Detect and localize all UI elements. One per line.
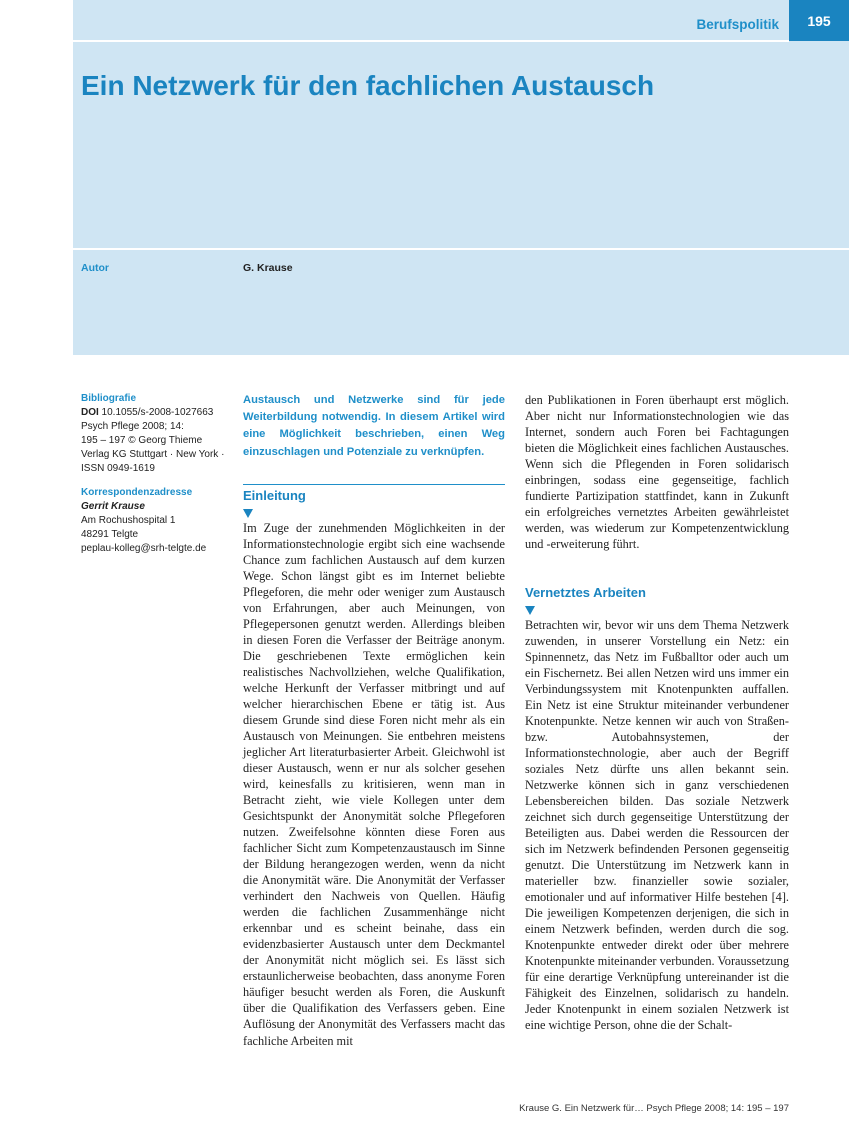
vernetztes-arbeiten-text: Betrachten wir, bevor wir uns dem Thema Netzwerk zuwenden, in unserer Vorstellung ein Netz: ein Spinnennetz, das Netz im Fußballtor oder auch um ein Fischernetz. Bei allen Netzen wird uns immer ein Verbindungssystem mit Knotenpunkten auffallen. Ein Netz ist eine Struktur miteinander verbundener Knotenpunkte. Netze kennen wir auch von Straßen- bzw. Autobahnsystemen, der Informationstechnologie, aber auch der Begriff soziales Netz dürfte uns allen bekannt sein. Netzwerke können sich in ganz verschiedenen Lebensbereichen bilden. Das soziale Netzwerk zeichnet sich durch gegenseitige Unterstützung der Beteiligten aus. Dabei werden die Ressourcen der sich im Netzwerk befindenden Personen gegenseitig genutzt. Die Unterstützung im Netzwerk kann in materieller bzw. finanzieller sowie sozialer, emotionaler und auf informativer Hilfe bestehen [4]. Die jeweiligen Kompetenzen derjenigen, die sich in einem Netzwerk befinden, werden durch die sog. Knotenpunkte entweder direkt oder über mehrere Knotenpunkte miteinander verbunden. Voraussetzung für eine derartige Verknüpfung untereinander ist die Fähigkeit des Einzelnen, solidarisch zu handeln. Jeder Knotenpunkt in einem sozialen Netzwerk ist eine wichtige Person, ohne die der Schalt- (525, 618, 789, 1033)
doi-line (81, 406, 231, 420)
doi-label: DOI (81, 407, 99, 418)
doi-value: 10.1055/s-2008-1027663 (98, 407, 214, 418)
abstract: Austausch und Netzwerke sind für jede Weiterbildung notwendig. In diesem Artikel wird eine Möglichkeit beschrieben, einen Weg einzuschlagen und Potenziale zu verknüpfen. (243, 394, 505, 458)
section-marker-icon (525, 606, 535, 615)
page-number: 195 (789, 0, 849, 41)
einleitung-text: Im Zuge der zunehmenden Möglichkeiten in der Informationstechnologie ergibt sich eine wachsende Chance zum fachlichen Austausch auf dem kurzen Wege. Schon längst gibt es im Internet beliebte Pflegeforen, die mehr oder weniger zum Austausch von Erfahrungen, aber auch Meinungen, von Pflegepersonen genutzt werden. Allerdings bleiben in diesen Foren die Verfasser der Beiträge anonym. Die geschriebenen Texte ermöglichen kein realistisches Nachvollziehen, welche Qualifikation, welche Herkunft der Verfasser mitbringt und auf welcher hierarchischen Ebene er tätig ist. Aus diesem Grunde sind diese Foren nicht mehr als ein Austausch von Meinungen. Sie entbehren meistens jeglicher Art literaturbasierter Arbeit. Gleichwohl ist dieser Austausch, wenn er nur als solcher gesehen wird, keinesfalls zu kritisieren, wenn man in Betracht zieht, wie viele Kollegen unter dem Gesichtspunkt der Anonymität solche Pflegeforen nutzen. Zweifelsohne könnten diese Foren aus fachlicher Sicht zum Kompetenzaustausch im Sinne der Bildung herangezogen werden, wenn da nicht die Anonymität wäre. Die Anonymität der Verfasser verhindert den Nachweis von Quellen. Häufig werden die fachlichen Zusammenhänge nicht erkennbar und es scheint beinahe, dass ein evidenzbasierter Austausch unter dem Deckmantel der Anonymität nicht möglich sei. Es lässt sich erstaunlicherweise beobachten, dass anonyme Foren häufiger besucht werden als Foren, die Auskunft über die Qualifikation des Verfassers geben. Eine Auflösung der Anonymität des Verfassers macht das fachliche Arbeiten mit (243, 521, 505, 1048)
author-label: Autor (81, 262, 109, 274)
section-heading-vernetztes-arbeiten: Vernetztes Arbeiten (525, 585, 646, 600)
info-column (81, 392, 231, 556)
citation-line-2: 195 – 197 © Georg Thieme (81, 435, 203, 446)
article-title: Ein Netzwerk für den fachlichen Austausch (81, 70, 655, 101)
section-label: Berufspolitik (696, 17, 779, 32)
bibliografie-label: Bibliografie (81, 393, 137, 404)
issn: ISSN 0949-1619 (81, 463, 155, 474)
correspondence-name: Gerrit Krause (81, 501, 145, 512)
header-divider (73, 40, 789, 42)
col3-intro-text: den Publikationen in Foren überhaupt erst möglich. Aber nicht nur Informationstechnologien wie das Internet, sondern auch Foren bei Fachtagungen bieten die Möglichkeit eines fachlichen Austausches. Wenn sich die Pflegenden in Foren solidarisch einbringen, sodass eine gegenseitige, fachlich fundierte Partizipation stattfindet, kann in Zukunft ein erfolgreiches vernetztes Arbeiten gewährleistet werden, was wiederum zur Kompetenzentwicklung und -erweiterung führt. (525, 393, 789, 552)
author-name: G. Krause (243, 262, 293, 274)
header-divider-2 (73, 248, 849, 250)
korrespondenz-label: Korrespondenzadresse (81, 487, 193, 498)
correspondence-street: Am Rochushospital 1 (81, 515, 176, 526)
header-band (73, 0, 849, 355)
abstract-rule (243, 484, 505, 485)
citation-line-3: Verlag KG Stuttgart · New York · (81, 449, 225, 460)
citation-line-1: Psych Pflege 2008; 14: (81, 421, 184, 432)
section-marker-icon (243, 509, 253, 518)
correspondence-city: 48291 Telgte (81, 529, 139, 540)
section-heading-einleitung: Einleitung (243, 488, 306, 503)
page-footer: Krause G. Ein Netzwerk für… Psych Pflege 2008; 14: 195 – 197 (519, 1103, 789, 1114)
correspondence-email[interactable]: peplau-kolleg@srh-telgte.de (81, 543, 207, 554)
